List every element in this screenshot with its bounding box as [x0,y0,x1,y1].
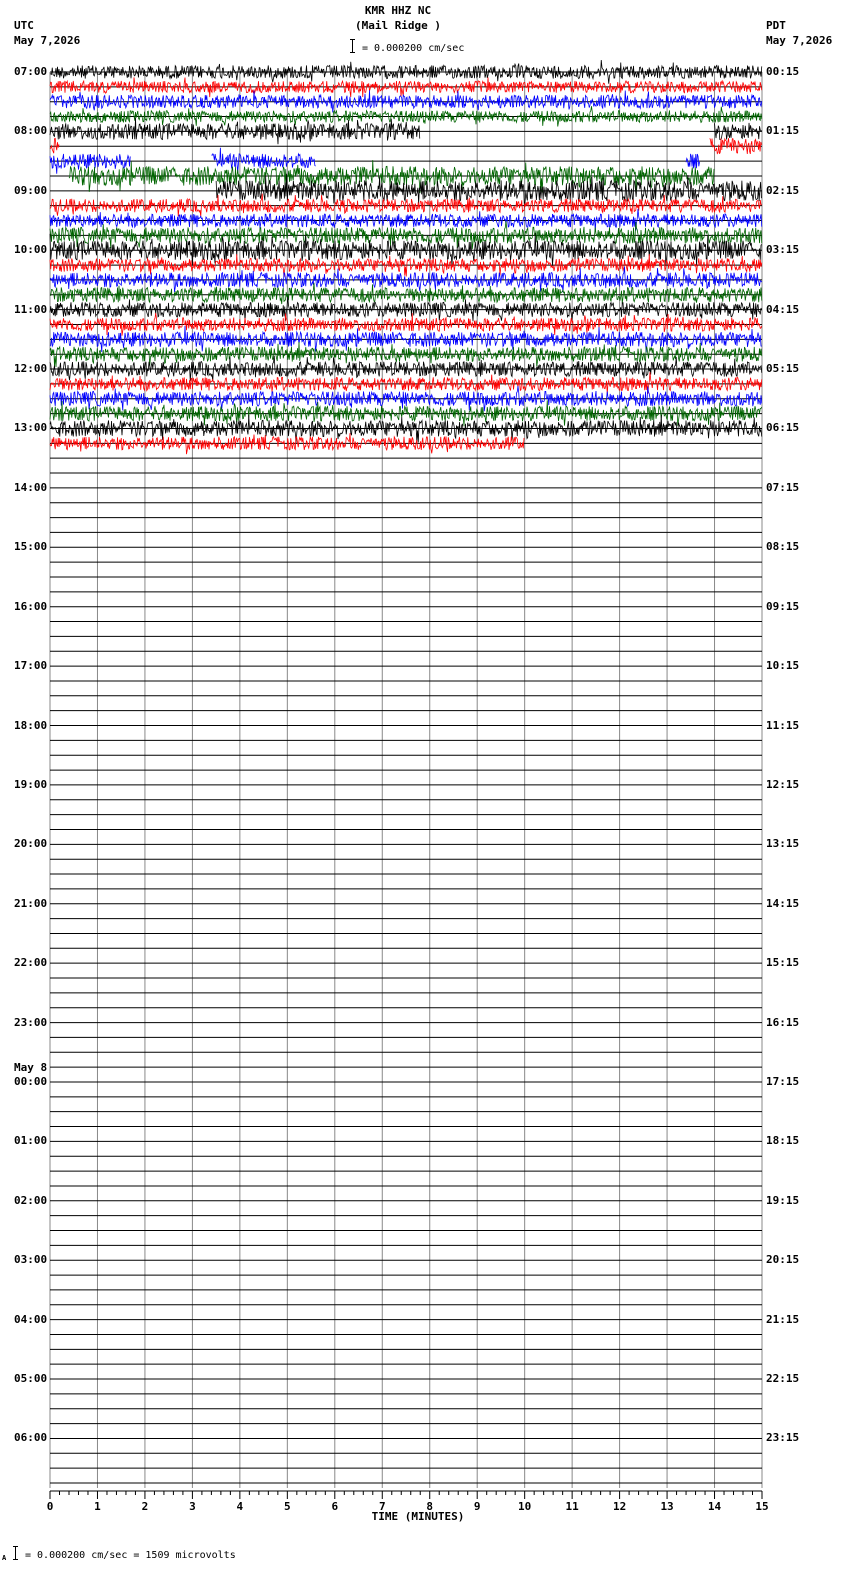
x-tick-label: 13 [660,1500,674,1513]
utc-hour-label: 19:00 [14,777,48,791]
utc-hour-label: 11:00 [14,302,48,316]
utc-hour-label: 10:00 [14,243,48,257]
trace-row-1 [50,77,762,97]
utc-hour-label: 13:00 [14,421,48,435]
pdt-hour-label: 17:15 [766,1074,800,1088]
footer-scale-text: = 0.000200 cm/sec = 1509 microvolts [25,1550,236,1561]
pdt-hour-label: 19:15 [766,1193,800,1207]
utc-hour-label: 08:00 [14,124,48,138]
utc-hour-label: 15:00 [14,540,48,554]
utc-hour-label: 23:00 [14,1015,48,1029]
x-tick-label: 9 [473,1500,481,1513]
right-timezone: PDT [766,19,786,32]
pdt-hour-label: 04:15 [766,302,800,316]
utc-hour-label: 01:00 [14,1134,48,1148]
time-axis [50,1491,762,1499]
utc-hour-label: 17:00 [14,659,48,673]
utc-hour-label: 21:00 [14,896,48,910]
x-tick-label: 14 [707,1500,722,1513]
x-tick-label: 3 [189,1500,196,1513]
utc-hour-label: 12:00 [14,362,48,376]
station-location: (Mail Ridge ) [354,19,442,32]
utc-hour-label: 06:00 [14,1431,48,1445]
x-tick-label: 15 [755,1500,769,1513]
pdt-hour-label: 05:15 [766,362,800,376]
utc-hour-label: 16:00 [14,599,48,613]
trace-row-18 [50,326,762,353]
utc-hour-label: 09:00 [14,183,48,197]
right-date: May 7,2026 [766,34,833,47]
seismic-traces [50,60,762,454]
x-tick-label: 1 [94,1500,101,1513]
footer-scale-icon [12,1545,19,1559]
left-timezone: UTC [14,19,34,32]
pdt-hour-label: 21:15 [766,1312,800,1326]
x-axis-label: TIME (MINUTES) [371,1510,465,1523]
x-tick-label: 0 [46,1500,54,1513]
utc-hour-label: 00:00 [14,1074,48,1088]
x-tick-label: 2 [141,1500,149,1513]
pdt-hour-label: 18:15 [766,1134,800,1148]
x-tick-label: 6 [331,1500,339,1513]
pdt-hour-label: 15:15 [766,956,800,970]
pdt-hour-label: 01:15 [766,124,800,138]
x-tick-label: 7 [378,1500,386,1513]
pdt-hour-label: 03:15 [766,243,800,257]
utc-hour-label: 02:00 [14,1193,48,1207]
trace-row-6 [211,148,315,173]
utc-hour-label: 18:00 [14,718,48,732]
scale-text: = 0.000200 cm/sec [362,43,465,54]
pdt-hour-label: 22:15 [766,1372,800,1386]
pdt-hour-label: 16:15 [766,1015,800,1029]
utc-hour-label: 05:00 [14,1372,48,1386]
pdt-hour-label: 06:15 [766,421,800,435]
x-tick-label: 8 [426,1500,434,1513]
utc-hour-label: 04:00 [14,1312,48,1326]
pdt-hour-label: 02:15 [766,183,800,197]
x-tick-label: 12 [612,1500,627,1513]
utc-hour-label: 14:00 [14,480,48,494]
pdt-hour-label: 10:15 [766,659,800,673]
station-title: KMR HHZ NC [364,4,432,17]
x-tick-label: 11 [565,1500,579,1513]
pdt-hour-label: 14:15 [766,896,800,910]
x-tick-label: 5 [284,1500,291,1513]
pdt-hour-label: 12:15 [766,777,800,791]
pdt-hour-label: 08:15 [766,540,800,554]
date-change-label: May 8 [14,1060,48,1074]
pdt-hour-label: 09:15 [766,599,800,613]
utc-hour-label: 22:00 [14,956,48,970]
utc-hour-label: 03:00 [14,1253,48,1267]
x-tick-label: 10 [518,1500,532,1513]
pdt-hour-label: 13:15 [766,837,800,851]
left-date: May 7,2026 [14,34,81,47]
utc-hour-label: 07:00 [14,65,48,78]
trace-row-6 [50,154,130,174]
x-tick-label: 4 [236,1500,244,1513]
footer-prefix: A [2,1554,7,1562]
utc-hour-label: 20:00 [14,837,48,851]
pdt-hour-label: 20:15 [766,1253,800,1267]
pdt-hour-label: 11:15 [766,718,800,732]
pdt-hour-label: 07:15 [766,480,800,494]
pdt-hour-label: 00:15 [766,65,800,78]
pdt-hour-label: 23:15 [766,1431,800,1445]
trace-row-21 [50,372,762,394]
trace-row-16 [50,297,762,322]
trace-row-5 [50,138,59,153]
